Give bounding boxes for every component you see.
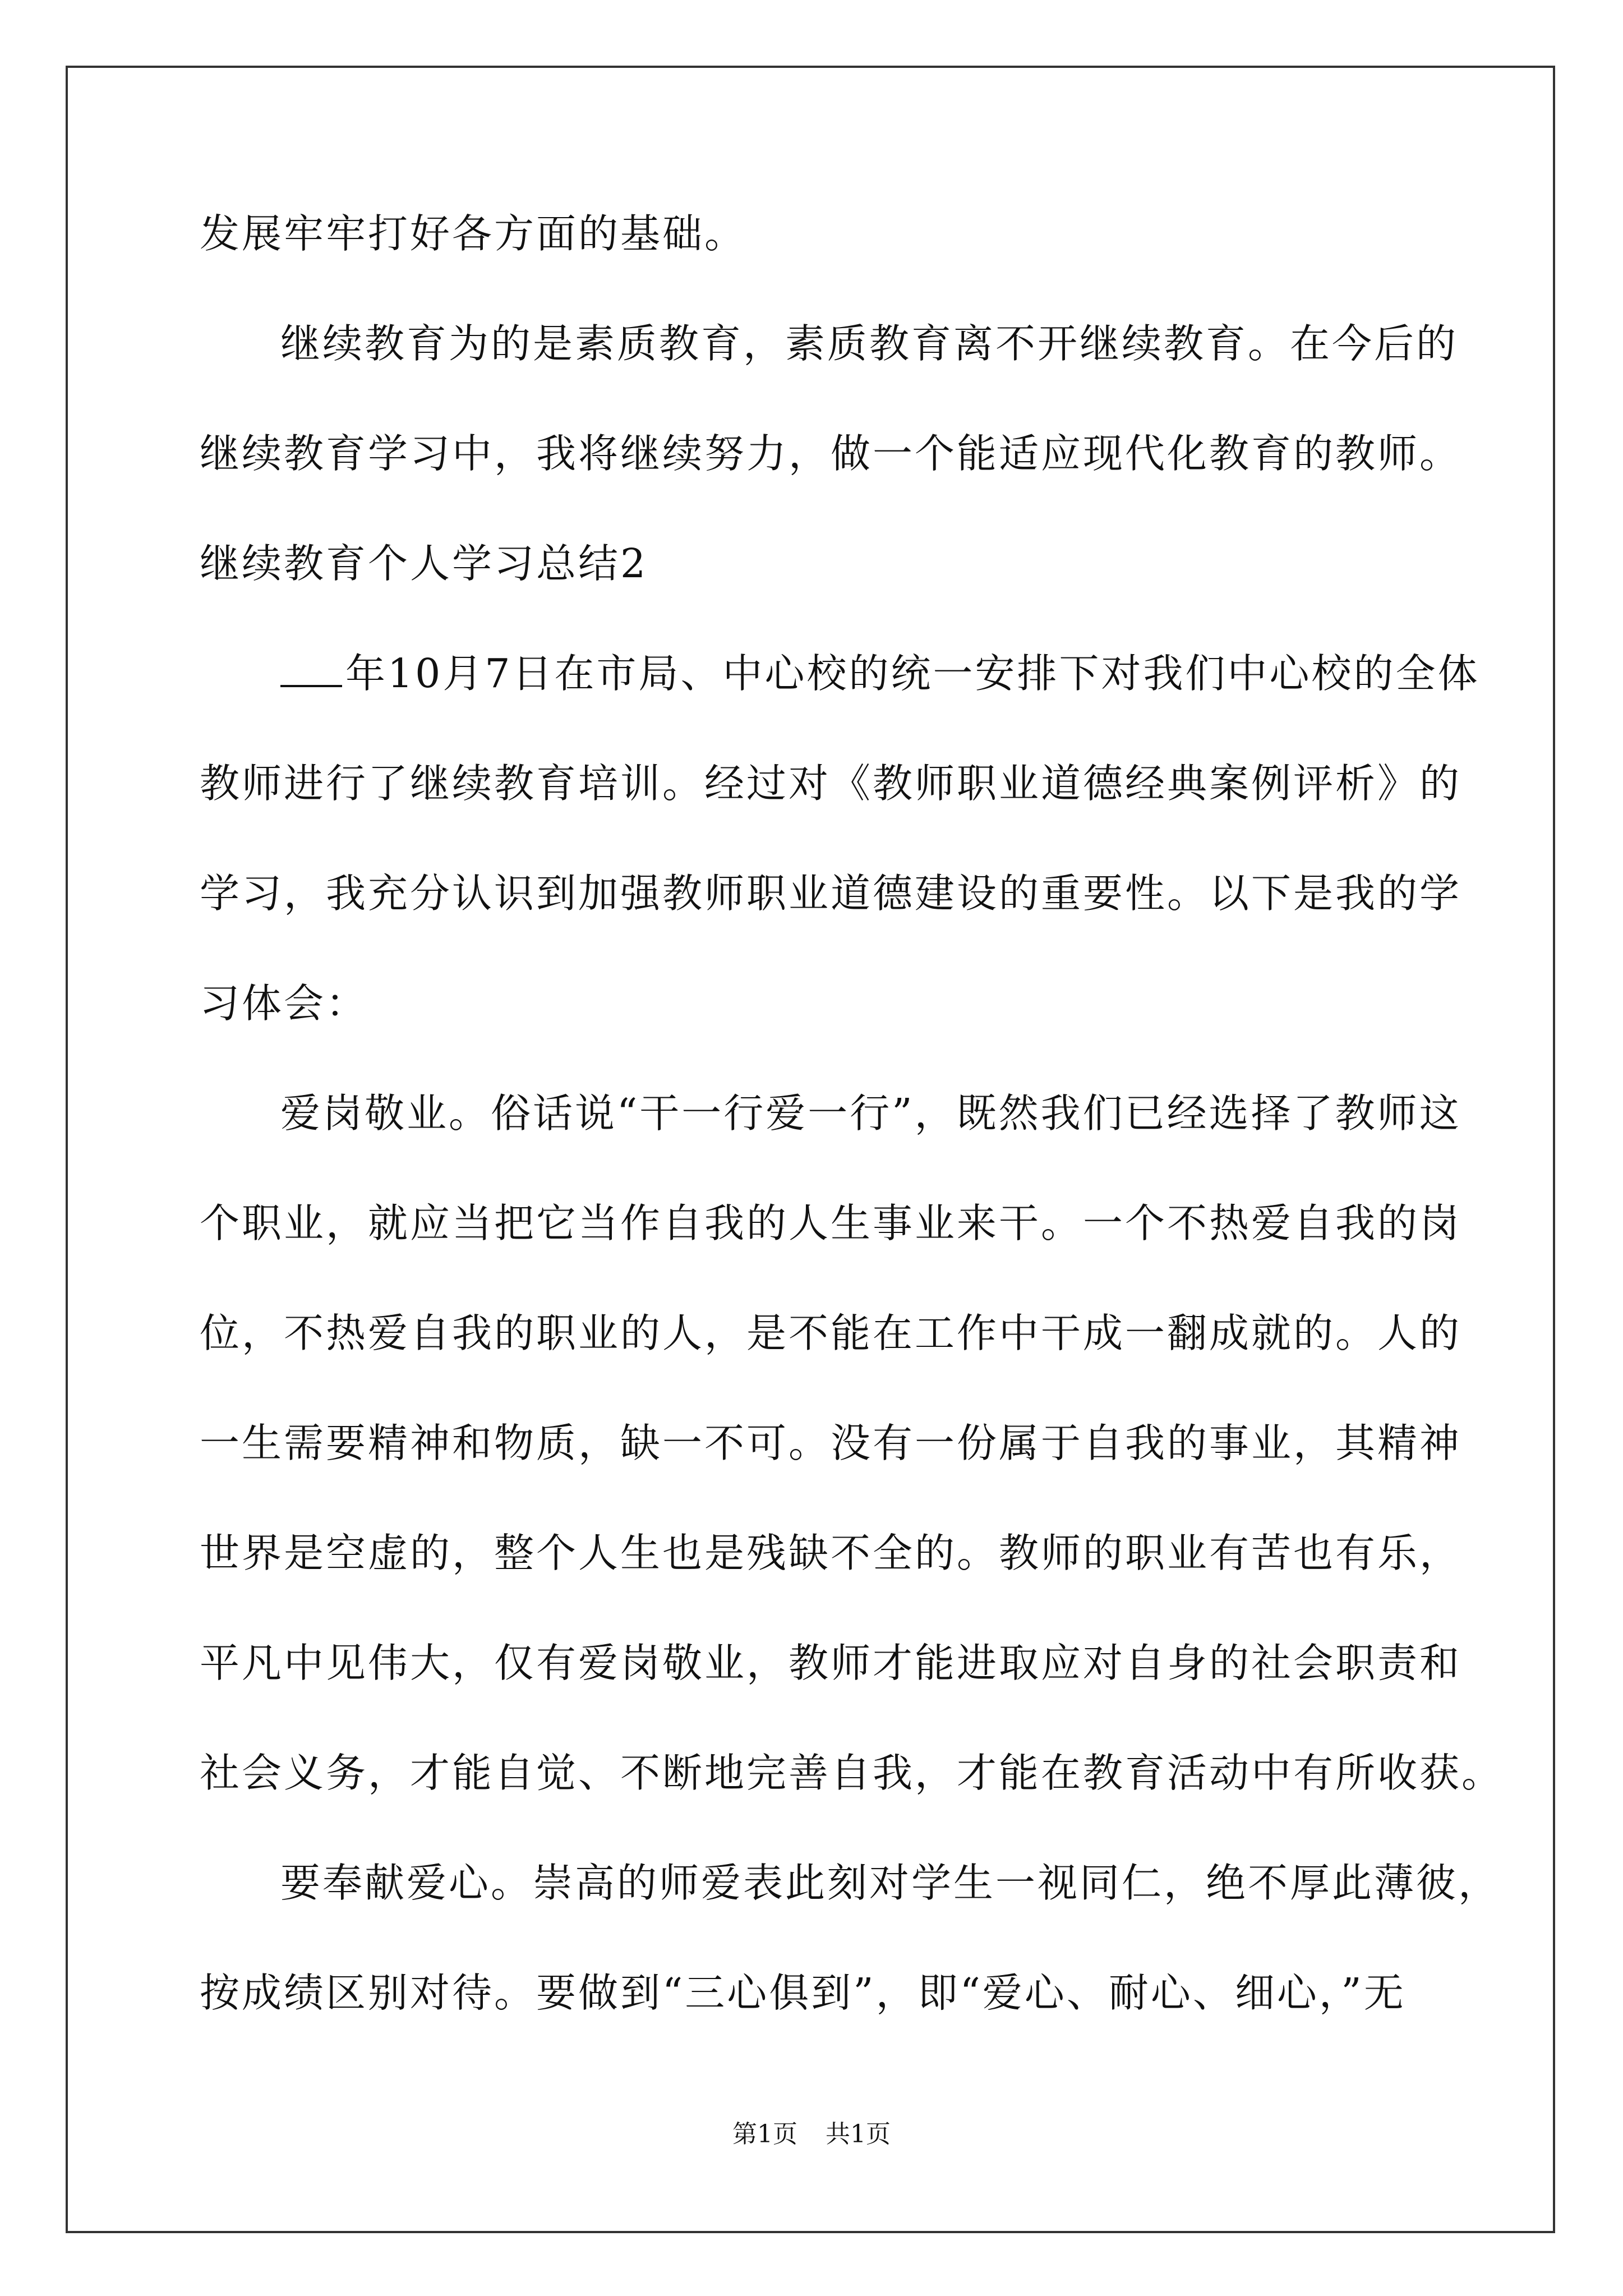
text-line: 位，不热爱自我的职业的人，是不能在工作中干成一翻成就的。人的 <box>200 1310 1462 1356</box>
text-line: 一生需要精神和物质，缺一不可。没有一份属于自我的事业，其精神 <box>200 1420 1462 1466</box>
text-line: 继续教育为的是素质教育，素质教育离不开继续教育。在今后的 <box>280 320 1459 367</box>
text-line: 习体会： <box>200 980 368 1027</box>
text-line: 要奉献爱心。崇高的师爱表此刻对学生一视同仁，绝不厚此薄彼， <box>280 1860 1501 1906</box>
section-heading: 继续教育个人学习总结2 <box>200 540 648 587</box>
text-line: 按成绩区别对待。要做到“三心俱到”，即“爱心、耐心、细心，”无 <box>200 1970 1406 2016</box>
text-line-content: 年10月7日在市局、中心校的统一安排下对我们中心校的全体 <box>345 650 1480 697</box>
blank-underline <box>280 651 342 687</box>
text-line: 教师进行了继续教育培训。经过对《教师职业道德经典案例评析》的 <box>200 760 1462 807</box>
text-line <box>280 647 1480 701</box>
text-line: 继续教育学习中，我将继续努力，做一个能适应现代化教育的教师。 <box>200 430 1462 477</box>
page-number: 第1页 <box>732 2120 797 2148</box>
text-line: 爱岗敬业。俗话说“干一行爱一行”，既然我们已经选择了教师这 <box>280 1090 1461 1137</box>
text-line: 平凡中见伟大，仅有爱岗敬业，教师才能进取应对自身的社会职责和 <box>200 1640 1462 1686</box>
page-footer <box>0 2118 1623 2151</box>
page-total: 共1页 <box>826 2120 891 2148</box>
text-line: 世界是空虚的，整个人生也是残缺不全的。教师的职业有苦也有乐， <box>200 1530 1462 1576</box>
text-line: 发展牢牢打好各方面的基础。 <box>200 210 747 257</box>
text-line: 个职业，就应当把它当作自我的人生事业来干。一个不热爱自我的岗 <box>200 1200 1462 1246</box>
text-line: 社会义务，才能自觉、不断地完善自我，才能在教育活动中有所收获。 <box>200 1750 1504 1796</box>
text-line: 学习，我充分认识到加强教师职业道德建设的重要性。以下是我的学 <box>200 870 1462 917</box>
